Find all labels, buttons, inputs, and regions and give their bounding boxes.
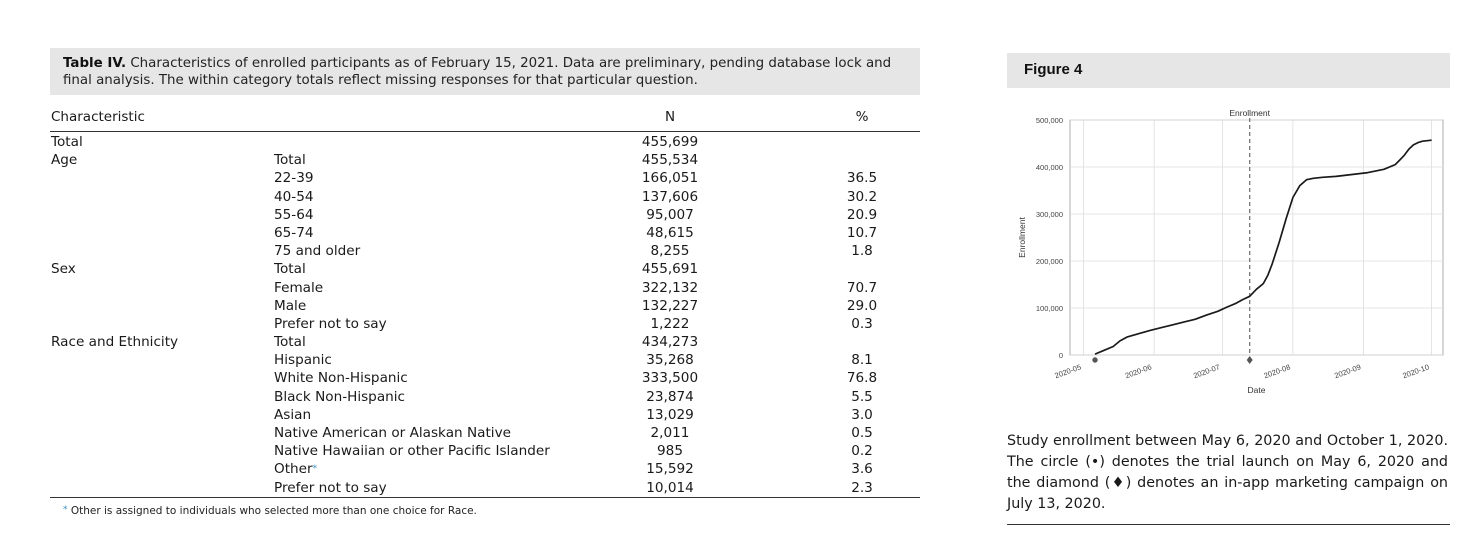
y-tick-label: 300,000	[1035, 210, 1063, 219]
table-row	[50, 133, 920, 151]
row-n: 2,011	[650, 425, 690, 441]
other-footnote-mark: *	[312, 464, 318, 475]
row-n: 137,606	[641, 188, 699, 205]
row-n: 132,227	[641, 297, 699, 314]
row-subcategory: Native American or Alaskan Native	[274, 425, 511, 441]
table-row	[50, 388, 920, 406]
campaign-diamond-marker	[1247, 356, 1253, 364]
row-subcategory: Native Hawaiian or other Pacific Islander	[274, 443, 550, 460]
figure-bottom-rule	[1007, 524, 1450, 525]
row-pct: 0.3	[851, 315, 873, 332]
row-n: 10,014	[646, 479, 694, 496]
row-pct: 8.1	[851, 352, 873, 369]
table-row	[50, 369, 920, 387]
x-axis-label: Date	[1247, 385, 1266, 395]
table-bottom-rule	[50, 497, 920, 498]
row-n: 455,534	[641, 152, 699, 169]
x-tick-label: 2020-10	[1401, 362, 1431, 381]
y-tick-label: 0	[1058, 351, 1063, 360]
table-header	[50, 95, 920, 132]
table-row	[50, 315, 920, 333]
table-caption	[50, 48, 920, 95]
table-row	[50, 460, 920, 478]
table-row	[50, 406, 920, 424]
row-pct: 0.5	[851, 425, 873, 441]
row-pct: 5.5	[851, 388, 873, 405]
row-n: 985	[657, 443, 683, 460]
row-n: 333,500	[641, 370, 699, 387]
row-subcategory: Total	[274, 334, 306, 351]
table-row	[50, 442, 920, 460]
row-subcategory: 65-74	[274, 224, 314, 241]
row-n: 322,132	[641, 279, 699, 296]
row-n: 455,691	[641, 261, 699, 278]
row-pct: 3.6	[851, 461, 873, 478]
table-row	[50, 260, 920, 278]
y-tick-label: 500,000	[1035, 116, 1063, 125]
table-row	[50, 333, 920, 351]
x-tick-label: 2020-07	[1192, 362, 1222, 381]
table-caption-text: Characteristics of enrolled participants as of February 15, 2021. Data are preliminary, pending database lock and final analysis. The within category totals reflect missing responses for that particular question.	[63, 56, 892, 88]
table-row	[50, 151, 920, 169]
plot-area	[1070, 120, 1443, 355]
row-category: Race and Ethnicity	[51, 334, 179, 351]
row-n: 1,222	[650, 315, 690, 332]
row-subcategory: Total	[274, 261, 306, 278]
annotation-label: Enrollment	[1229, 108, 1270, 118]
row-subcategory: Black Non-Hispanic	[274, 388, 406, 405]
row-n: 455,699	[641, 134, 699, 150]
row-subcategory: 22-39	[274, 170, 314, 187]
table-block	[50, 48, 920, 517]
header-pct: %	[855, 109, 869, 125]
header-n: N	[664, 109, 676, 125]
row-pct: 70.7	[846, 279, 878, 296]
row-n: 15,592	[646, 461, 694, 478]
x-tick-label: 2020-06	[1123, 362, 1153, 381]
header-characteristic: Characteristic	[51, 109, 145, 125]
table-footnote	[50, 505, 920, 517]
launch-circle-marker	[1092, 357, 1097, 362]
row-n: 95,007	[646, 206, 694, 223]
table-row	[50, 424, 920, 442]
figure-block	[1007, 53, 1450, 525]
x-tick-label: 2020-08	[1262, 362, 1292, 381]
row-subcategory: 40-54	[274, 188, 314, 205]
x-tick-label: 2020-05	[1053, 362, 1083, 381]
table-row	[50, 279, 920, 297]
row-n: 23,874	[646, 388, 694, 405]
row-n: 8,255	[650, 243, 690, 260]
row-pct: 1.8	[851, 243, 873, 260]
row-subcategory: Hispanic	[274, 352, 332, 369]
x-tick-label: 2020-09	[1333, 362, 1363, 381]
table-row	[50, 169, 920, 187]
table-row	[50, 351, 920, 369]
row-subcategory: Prefer not to say	[274, 315, 387, 332]
row-subcategory: Male	[274, 297, 307, 314]
row-subcategory: White Non-Hispanic	[274, 370, 408, 387]
row-pct: 20.9	[846, 206, 878, 223]
table-row	[50, 206, 920, 224]
row-pct: 30.2	[846, 188, 878, 205]
y-tick-label: 200,000	[1035, 257, 1063, 266]
table-row	[50, 188, 920, 206]
row-n: 13,029	[646, 406, 694, 423]
row-pct: 3.0	[851, 406, 873, 423]
table-row	[50, 297, 920, 315]
row-subcategory: Prefer not to say	[274, 479, 387, 496]
table-row	[50, 224, 920, 242]
row-subcategory: Total	[274, 152, 306, 169]
row-pct: 76.8	[846, 370, 878, 387]
figure-title: Figure 4	[1007, 53, 1450, 88]
row-n: 35,268	[646, 352, 694, 369]
table-row	[50, 242, 920, 260]
y-tick-label: 400,000	[1035, 163, 1063, 172]
row-subcategory: 55-64	[274, 206, 314, 223]
table-body	[50, 133, 920, 497]
figure-caption: Study enrollment between May 6, 2020 and October 1, 2020. The circle (•) denotes the trial launch on May 6, 2020 and the diamond (♦) denotes an in-app marketing campaign on July 13, 2020.	[1007, 433, 1448, 512]
row-subcategory: Asian	[274, 406, 312, 423]
row-subcategory: 75 and older	[274, 243, 361, 260]
row-pct: 10.7	[846, 224, 878, 241]
y-tick-label: 100,000	[1035, 304, 1063, 313]
row-category: Sex	[51, 261, 76, 278]
row-n: 48,615	[646, 224, 694, 241]
footnote-mark: *	[63, 504, 68, 515]
row-category: Total	[51, 134, 83, 150]
row-category: Age	[51, 152, 78, 169]
table-label: Table IV.	[63, 56, 127, 71]
row-subcategory: Female	[274, 279, 324, 296]
table-row	[50, 479, 920, 497]
y-axis-label: Enrollment	[1017, 217, 1027, 258]
footnote-text: Other is assigned to individuals who selected more than one choice for Race.	[70, 504, 477, 517]
enrollment-chart	[1007, 106, 1450, 403]
row-subcategory: Other*	[274, 461, 318, 478]
row-pct: 2.3	[851, 479, 873, 496]
row-pct: 29.0	[846, 297, 878, 314]
row-pct: 0.2	[851, 443, 873, 460]
row-n: 166,051	[641, 170, 699, 187]
row-pct: 36.5	[846, 170, 878, 187]
row-n: 434,273	[641, 334, 699, 351]
